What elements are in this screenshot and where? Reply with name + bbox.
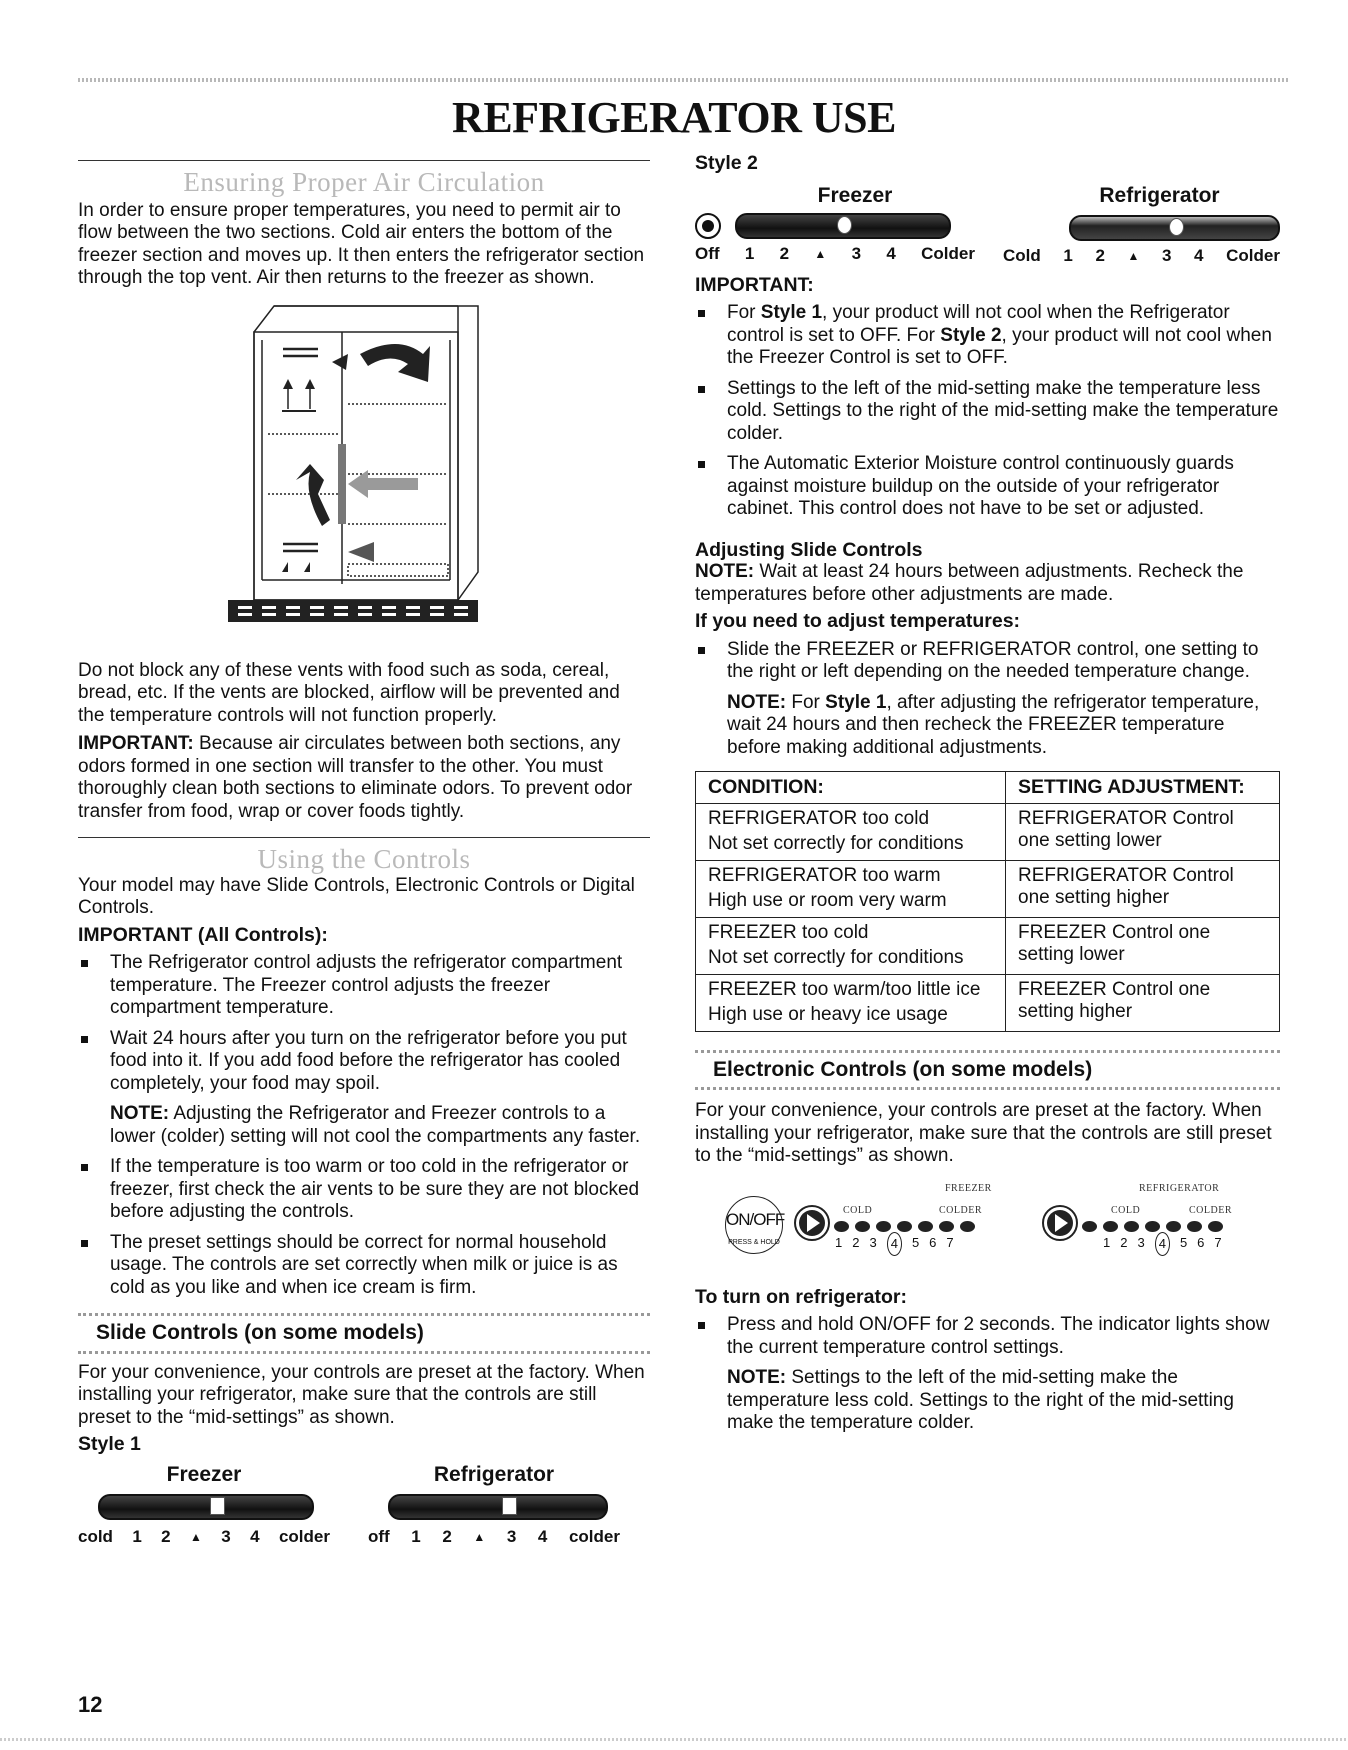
freezer-slider[interactable] — [735, 213, 951, 239]
section-rule — [78, 837, 650, 838]
electronic-controls-heading: Electronic Controls (on some models) — [713, 1057, 1093, 1081]
cold-label: COLD — [843, 1204, 873, 1216]
condition-table — [695, 771, 1280, 1032]
freezer-scale: Off 1 2 ▲ 3 4 Colder — [695, 244, 975, 263]
turn-on-note: NOTE: Settings to the left of the mid-setting make the temperature less cold. Settings to the right of the mid-setting make the temperature colder. — [727, 1367, 1234, 1433]
adjust-if-heading: If you need to adjust temperatures: — [695, 610, 1021, 632]
style1-label: Style 1 — [78, 1433, 141, 1455]
condition-cell: FREEZER too warm/too little ice High use or heavy ice usage — [696, 974, 1006, 1031]
style2-controls — [695, 185, 1280, 268]
condition-header: CONDITION: — [696, 772, 1006, 804]
style1-freezer-control — [78, 1464, 330, 1549]
list-item: Slide the FREEZER or REFRIGERATOR control, one setting to the right or left depending on the needed temperature change. NOTE: For Style 1, after adjusting the refrigerator temperature, wait 24 hours and then recheck the FREEZER temperature before making additional adjustments. — [695, 639, 1280, 760]
air-circulation-section — [78, 160, 650, 1549]
slider-knob[interactable] — [502, 1497, 517, 1515]
setting-cell: FREEZER Control one setting lower — [1006, 917, 1280, 974]
airflow-diagram — [78, 294, 650, 654]
turn-on-heading: To turn on refrigerator: — [695, 1285, 907, 1308]
adjusting-note: NOTE: Wait at least 24 hours between adjustments. Recheck the temperatures before other adjustments are made. — [695, 561, 1244, 605]
controls-note: NOTE: Adjusting the Refrigerator and Freezer controls to a lower (colder) setting will not cool the compartments any faster. — [110, 1103, 641, 1147]
controls-intro: Your model may have Slide Controls, Electronic Controls or Digital Controls. — [78, 874, 635, 918]
condition-cell: FREEZER too cold Not set correctly for conditions — [696, 917, 1006, 974]
important-heading: IMPORTANT: — [695, 273, 814, 296]
table-header-row — [696, 772, 1280, 804]
cold-label: COLD — [1111, 1204, 1141, 1216]
refrigerator-arrow-button-icon[interactable] — [1041, 1204, 1079, 1242]
refrigerator-label: Refrigerator — [1099, 183, 1220, 207]
right-column — [695, 152, 1280, 1443]
style1-refrigerator-control — [368, 1464, 620, 1549]
refrigerator-label: Refrigerator — [433, 1462, 555, 1486]
important-text: Because air circulates between both sections, any odors formed in one section will transfer to the other. You must thoroughly clean both sections to eliminate odors. To prevent odor transfer from food, wrap or cover foods tightly. — [78, 733, 633, 822]
list-item: For Style 1, your product will not cool when the Refrigerator control is set to OFF. For Style 2, your product will not cool when the Freezer Control is set to OFF. — [695, 302, 1280, 370]
bottom-dotted-rule — [0, 1738, 1348, 1741]
table-row — [696, 917, 1280, 974]
style2-label: Style 2 — [695, 152, 758, 174]
section-rule — [78, 160, 650, 161]
table-row — [696, 860, 1280, 917]
style2-refrigerator-control — [1003, 185, 1280, 268]
air-intro: In order to ensure proper temperatures, you need to permit air to flow between the two sections. Cold air enters the bottom of the freezer section and moves up. It then enters the refrigerator section through the top vent. Air then returns to the freezer as shown. — [78, 199, 645, 288]
table-row — [696, 803, 1280, 860]
style2-freezer-control — [695, 185, 975, 268]
list-item: The Refrigerator control adjusts the refrigerator compartment temperature. The Freezer control adjusts the freezer compartment temperature. — [78, 952, 650, 1020]
slider-knob[interactable] — [1169, 218, 1184, 236]
adjust-bullet-list — [695, 639, 1280, 760]
using-controls-heading: Using the Controls — [257, 844, 471, 874]
freezer-slider[interactable] — [98, 1494, 314, 1520]
setting-cell: REFRIGERATOR Control one setting lower — [1006, 803, 1280, 860]
list-item: Wait 24 hours after you turn on the refrigerator before you put food into it. If you add food before the refrigerator has cooled completely, your food may spoil. NOTE: Adjusting the Refrigerator and Freezer controls to a lower (colder) setting will not cool the compartments any faster. — [78, 1028, 650, 1149]
freezer-label: Freezer — [817, 183, 893, 207]
condition-cell: REFRIGERATOR too warm High use or room very warm — [696, 860, 1006, 917]
off-indicator-icon — [695, 213, 721, 239]
top-dotted-rule — [78, 78, 1288, 82]
electronic-control-panel — [695, 1174, 1280, 1284]
colder-label: COLDER — [1189, 1204, 1232, 1216]
important-all-controls: IMPORTANT (All Controls): — [78, 923, 328, 946]
freezer-arrow-button-icon[interactable] — [793, 1204, 831, 1242]
list-item: The Automatic Exterior Moisture control continuously guards against moisture buildup on the outside of your refrigerator cabinet. This control does not have to be set or adjusted. — [695, 453, 1280, 521]
refrigerator-panel-label: REFRIGERATOR — [1139, 1182, 1220, 1194]
adjusting-slide-heading: Adjusting Slide Controls — [695, 538, 923, 561]
refrigerator-scale: Cold 1 2 ▲ 3 4 Colder — [1003, 246, 1280, 265]
list-item: If the temperature is too warm or too cold in the refrigerator or freezer, first check the air vents to be sure they are not blocked before adjusting the controls. — [78, 1156, 650, 1224]
important-bullet-list — [695, 302, 1280, 521]
table-row — [696, 974, 1280, 1031]
page-title: REFRIGERATOR USE — [452, 93, 896, 142]
controls-bullet-list — [78, 952, 650, 1299]
dotted-rule — [695, 1087, 1280, 1090]
freezer-slider-row — [695, 213, 975, 239]
setting-cell: REFRIGERATOR Control one setting higher — [1006, 860, 1280, 917]
setting-header: SETTING ADJUSTMENT: — [1006, 772, 1280, 804]
freezer-numbers: 1 2 3 4 5 6 7 — [835, 1232, 954, 1257]
air-vents-paragraph: Do not block any of these vents with food such as soda, cereal, bread, etc. If the vents are blocked, airflow will be prevented and the temperature controls will not function properly. — [78, 659, 620, 726]
page-number: 12 — [78, 1692, 103, 1717]
list-item: Press and hold ON/OFF for 2 seconds. The indicator lights show the current temperature control settings. NOTE: Settings to the left of the mid-setting make the temperature less cold. Settings to the right of the mid-setting make the temperature colder. — [695, 1314, 1280, 1435]
dotted-rule — [78, 1351, 650, 1354]
air-important-paragraph — [78, 733, 650, 823]
turn-on-list — [695, 1314, 1280, 1435]
colder-label: COLDER — [939, 1204, 982, 1216]
refrigerator-slider[interactable] — [1069, 215, 1280, 241]
air-circulation-heading: Ensuring Proper Air Circulation — [183, 167, 545, 197]
onoff-button[interactable]: ON/OFF PRESS & HOLD — [725, 1196, 783, 1254]
refrigerator-numbers: 1 2 3 4 5 6 7 — [1103, 1232, 1222, 1257]
adjust-note: NOTE: For Style 1, after adjusting the refrigerator temperature, wait 24 hours and then recheck the FREEZER temperature before making additional adjustments. — [727, 691, 1260, 758]
freezer-scale: cold 1 2 ▲ 3 4 colder — [78, 1527, 330, 1546]
slider-knob[interactable] — [210, 1497, 225, 1515]
list-item: The preset settings should be correct for normal household usage. The controls are set correctly when milk or juice is as cold as you like and when ice cream is firm. — [78, 1232, 650, 1300]
slider-knob[interactable] — [837, 216, 852, 234]
condition-cell: REFRIGERATOR too cold Not set correctly for conditions — [696, 803, 1006, 860]
setting-cell: FREEZER Control one setting higher — [1006, 974, 1280, 1031]
electronic-intro: For your convenience, your controls are preset at the factory. When installing your refrigerator, make sure that the controls are still preset to the “mid-settings” as shown. — [695, 1100, 1272, 1166]
freezer-panel-label: FREEZER — [945, 1182, 992, 1194]
freezer-label: Freezer — [166, 1462, 242, 1486]
slide-controls-heading: Slide Controls (on some models) — [96, 1321, 424, 1344]
important-label: IMPORTANT: — [78, 733, 194, 754]
list-item: Settings to the left of the mid-setting make the temperature less cold. Settings to the right of the mid-setting make the temperature colder. — [695, 378, 1280, 446]
slide-intro: For your convenience, your controls are preset at the factory. When installing your refrigerator, make sure that the controls are still preset to the “mid-settings” as shown. — [78, 1361, 645, 1428]
style1-controls — [78, 1464, 650, 1549]
refrigerator-slider[interactable] — [388, 1494, 608, 1520]
refrigerator-scale: off 1 2 ▲ 3 4 colder — [368, 1527, 620, 1546]
